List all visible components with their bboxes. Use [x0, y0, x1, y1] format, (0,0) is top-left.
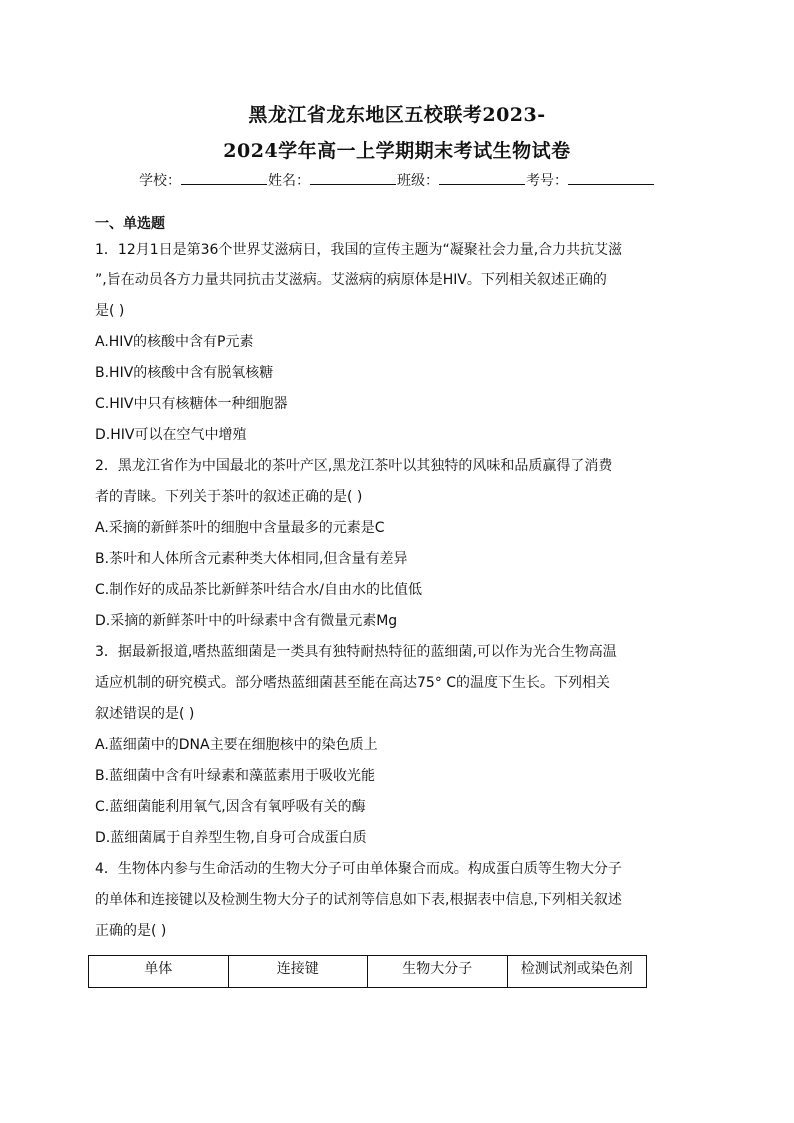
question-2-option-a[interactable]: A.采摘的新鲜茶叶的细胞中含量最多的元素是C — [95, 520, 385, 536]
section-heading: 一、单选题 — [95, 216, 165, 232]
class-label: 班级： — [397, 173, 439, 189]
question-3-option-c[interactable]: C.蓝细菌能利用氧气,因含有氧呼吸有关的酶 — [95, 799, 366, 815]
question-4-stem-line: 4．生物体内参与生命活动的生物大分子可由单体聚合而成。构成蛋白质等生物大分子 — [95, 861, 622, 877]
table-header-bond: 连接键 — [228, 956, 368, 988]
question-2-option-d[interactable]: D.采摘的新鲜茶叶中的叶绿素中含有微量元素Mg — [95, 613, 398, 629]
student-info-row — [0, 170, 794, 191]
exam-number-label: 考号： — [526, 173, 568, 189]
table-header-reagent: 检测试剂或染色剂 — [507, 956, 647, 988]
question-3-stem-line: 3．据最新报道,嗜热蓝细菌是一类具有独特耐热特征的蓝细菌,可以作为光合生物高温 — [95, 644, 617, 660]
question-3-option-d[interactable]: D.蓝细菌属于自养型生物,自身可合成蛋白质 — [95, 830, 367, 846]
question-1-option-d[interactable]: D.HIV可以在空气中增殖 — [95, 427, 247, 443]
table-header-monomer: 单体 — [89, 956, 229, 988]
table-header-row — [89, 956, 647, 988]
table-header-macromolecule: 生物大分子 — [368, 956, 508, 988]
question-2-stem-line: 者的青睐。下列关于茶叶的叙述正确的是( ) — [95, 489, 363, 505]
question-1-option-b[interactable]: B.HIV的核酸中含有脱氧核糖 — [95, 365, 274, 381]
name-label: 姓名： — [268, 173, 310, 189]
question-1-stem-line: 是( ) — [95, 303, 125, 319]
question-1-option-c[interactable]: C.HIV中只有核糖体一种细胞器 — [95, 396, 288, 412]
school-label: 学校： — [139, 173, 181, 189]
question-2-option-c[interactable]: C.制作好的成品茶比新鲜茶叶结合水/自由水的比值低 — [95, 582, 422, 598]
question-3-option-b[interactable]: B.蓝细菌中含有叶绿素和藻蓝素用于吸收光能 — [95, 768, 376, 784]
question-4-stem-line: 正确的是( ) — [95, 923, 167, 939]
exam-number-blank[interactable] — [568, 170, 654, 185]
exam-title-line-2: 2024学年高一上学期期末考试生物试卷 — [223, 140, 571, 162]
question-2-stem-line: 2．黑龙江省作为中国最北的茶叶产区,黑龙江茶叶以其独特的风味和品质赢得了消费 — [95, 458, 613, 474]
exam-title-line-1: 黑龙江省龙东地区五校联考2023- — [248, 104, 546, 126]
question-1-option-a[interactable]: A.HIV的核酸中含有P元素 — [95, 334, 254, 350]
name-blank[interactable] — [310, 170, 396, 185]
question-3-stem-line: 叙述错误的是( ) — [95, 706, 195, 722]
question-3-stem-line: 适应机制的研究模式。部分嗜热蓝细菌甚至能在高达75° C的温度下生长。下列相关 — [95, 675, 611, 691]
question-3-option-a[interactable]: A.蓝细菌中的DNA主要在细胞核中的染色质上 — [95, 737, 378, 753]
class-blank[interactable] — [439, 170, 525, 185]
question-2-option-b[interactable]: B.茶叶和人体所含元素种类大体相同,但含量有差异 — [95, 551, 408, 567]
question-4-table — [88, 955, 647, 988]
question-1-stem-line: 1．12月1日是第36个世界艾滋病日，我国的宣传主题为“凝聚社会力量,合力共抗艾滋 — [95, 242, 623, 258]
school-blank[interactable] — [181, 170, 267, 185]
question-1-stem-line: ”,旨在动员各方力量共同抗击艾滋病。艾滋病的病原体是HIV。下列相关叙述正确的 — [95, 272, 607, 288]
question-4-stem-line: 的单体和连接键以及检测生物大分子的试剂等信息如下表,根据表中信息,下列相关叙述 — [95, 892, 622, 908]
